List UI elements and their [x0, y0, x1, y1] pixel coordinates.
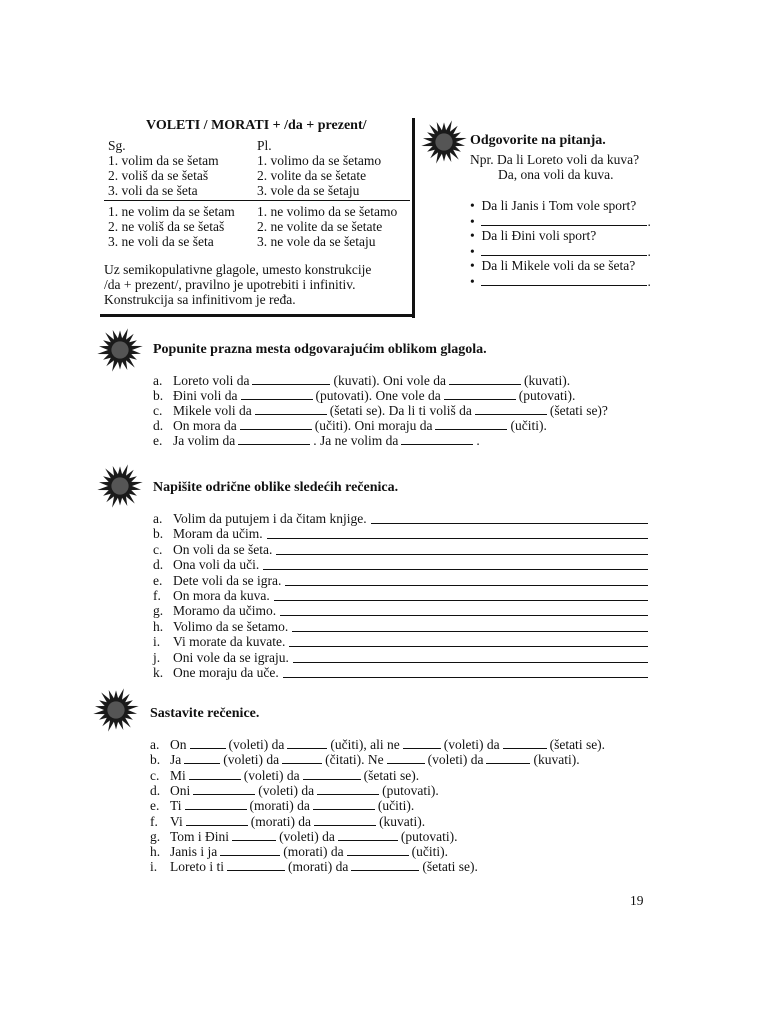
fill-blank[interactable] [435, 417, 507, 430]
item-label: g. [153, 603, 164, 619]
fill-blank[interactable] [351, 858, 419, 871]
fill-blank[interactable] [241, 387, 313, 400]
fill-blank[interactable] [475, 402, 547, 415]
answer-3: • . [470, 274, 651, 289]
item-label: c. [153, 403, 163, 418]
item-label: c. [153, 541, 163, 557]
item-text: (učiti), ali ne [330, 737, 400, 752]
item-text: Mikele voli da [173, 403, 252, 418]
fill-blank[interactable] [252, 372, 330, 385]
aff-pl-2: 2. volite da se šetate [257, 168, 367, 183]
item-label: a. [153, 511, 163, 526]
fill-blank[interactable] [220, 843, 280, 856]
neg-pl-1: 1. ne volimo da se šetamo [257, 204, 398, 219]
fill-blank[interactable] [314, 813, 376, 826]
item-text: One moraju da uče. [173, 665, 279, 680]
aff-sg-3: 3. voli da se šeta [108, 183, 198, 198]
item-text: Vi [170, 813, 183, 829]
grammar-box [100, 110, 414, 315]
grammar-title: VOLETI / MORATI + /da + prezent/ [146, 118, 367, 133]
fill-blank[interactable] [313, 797, 375, 810]
fill-blank[interactable] [401, 432, 473, 445]
example-answer: Da, ona voli da kuva. [498, 167, 614, 182]
item-text: (putovati). [518, 388, 576, 403]
item-label: a. [150, 737, 160, 752]
fill-blank[interactable] [387, 751, 425, 764]
grammar-box-right-border [412, 118, 415, 318]
fill-blank[interactable] [503, 736, 547, 749]
answer-line[interactable] [263, 557, 648, 570]
fill-blank[interactable] [227, 858, 285, 871]
item-label: i. [153, 634, 161, 650]
item-label: g. [150, 828, 161, 844]
item-text: Đini voli da [173, 388, 238, 403]
exercise-3-item [153, 557, 648, 572]
neg-sg-3: 3. ne voli da se šeta [108, 234, 214, 249]
answer-blank[interactable] [481, 273, 647, 286]
item-text: Vi morate da kuvate. [173, 634, 286, 650]
item-text: (voleti) da [228, 737, 285, 752]
answer-line[interactable] [276, 542, 648, 555]
exercise-4-item [150, 813, 425, 829]
fill-blank[interactable] [486, 751, 530, 764]
fill-blank[interactable] [282, 751, 322, 764]
answer-1: • . [470, 214, 651, 229]
item-text: (čitati). Ne [325, 752, 384, 768]
item-label: e. [150, 798, 160, 814]
answer-line[interactable] [280, 603, 648, 616]
answer-line[interactable] [274, 588, 648, 601]
example-question: Npr. Da li Loreto voli da kuva? [470, 152, 640, 167]
aff-sg-1: 1. volim da se šetam [108, 153, 219, 168]
item-text: (kuvati). [523, 373, 571, 388]
exercise-3-item [153, 511, 648, 526]
exercise-4-list [150, 736, 660, 881]
item-text: . [476, 433, 480, 448]
neg-pl-2: 2. ne volite da se šetate [257, 219, 383, 234]
item-text: (morati) da [250, 813, 312, 829]
item-text: (voleti) da [258, 782, 315, 798]
exercise-3-item [153, 573, 648, 588]
star-burst-icon [96, 326, 144, 374]
item-text: Volimo da se šetamo. [173, 618, 289, 634]
aff-pl-1: 1. volimo da se šetamo [257, 153, 382, 168]
exercise-2-item [153, 387, 575, 403]
item-label: i. [150, 859, 158, 875]
exercise-2-item [153, 402, 608, 418]
item-text: Ja [170, 752, 182, 768]
item-text: Volim da putujem i da čitam knjige. [173, 511, 367, 526]
item-text: (morati) da [283, 844, 344, 860]
item-text: (šetati se). [422, 859, 478, 875]
fill-blank[interactable] [317, 782, 379, 795]
fill-blank[interactable] [240, 417, 312, 430]
item-text: . Ja ne volim da [313, 433, 399, 448]
pl-header: Pl. [257, 138, 272, 153]
answer-line[interactable] [267, 526, 648, 539]
grammar-note-3: Konstrukcija sa infinitivom je ređa. [104, 292, 296, 307]
item-text: Dete voli da se igra. [173, 572, 282, 588]
fill-blank[interactable] [255, 402, 327, 415]
question-2: • Da li Đini voli sport? [470, 228, 597, 243]
item-text: (voleti) da [223, 752, 280, 768]
item-label: e. [153, 433, 163, 448]
item-label: b. [153, 526, 164, 542]
item-label: h. [153, 618, 164, 634]
item-text: Oni [170, 782, 191, 798]
item-label: d. [150, 782, 161, 798]
item-text: (voleti) da [243, 767, 300, 783]
aff-pl-3: 3. vole da se šetaju [257, 183, 360, 198]
item-text: Moramo da učimo. [173, 603, 277, 619]
exercise-3-item [153, 526, 648, 541]
exercise-3-item [153, 665, 648, 680]
item-text: (morati) da [288, 859, 349, 875]
star-burst-icon [92, 686, 140, 734]
question-1: • Da li Janis i Tom vole sport? [470, 198, 637, 213]
question-3: • Da li Mikele voli da se šeta? [470, 258, 636, 273]
item-text: Mi [170, 767, 186, 783]
answer-line[interactable] [285, 573, 648, 586]
item-label: e. [153, 572, 163, 588]
item-text: (putovati). One vole da [315, 388, 441, 403]
item-text: (voleti) da [279, 828, 335, 844]
fill-blank[interactable] [193, 782, 255, 795]
item-text: Ti [170, 798, 182, 814]
item-text: On mora da kuva. [173, 588, 270, 603]
answer-line[interactable] [371, 511, 648, 524]
item-text: (učiti). [510, 418, 547, 433]
answer-line[interactable] [289, 634, 648, 647]
answer-line[interactable] [293, 650, 648, 663]
item-text: (kuvati). Oni vole da [333, 373, 446, 388]
exercise-3-title: Napišite odrične oblike sledećih rečenica. [153, 480, 399, 495]
fill-blank[interactable] [185, 797, 247, 810]
item-label: c. [150, 767, 160, 783]
exercise-1 [470, 130, 670, 300]
item-text: Ona voli da uči. [173, 557, 260, 573]
exercise-3-item [153, 650, 648, 665]
exercise-2-item [153, 432, 480, 448]
exercise-3-list [153, 511, 653, 681]
exercise-4-item [150, 843, 448, 859]
item-label: h. [150, 844, 161, 860]
item-label: d. [153, 557, 164, 573]
exercise-2-item [153, 372, 570, 388]
exercise-3-item [153, 603, 648, 618]
exercise-3-item [153, 542, 648, 557]
fill-blank[interactable] [232, 828, 276, 841]
fill-blank[interactable] [403, 736, 441, 749]
item-text: (kuvati). [533, 752, 580, 768]
item-label: j. [153, 649, 161, 665]
item-text: Tom i Đini [170, 828, 230, 844]
exercise-2-list [153, 372, 653, 452]
fill-blank[interactable] [347, 843, 409, 856]
grammar-divider [104, 200, 410, 201]
fill-blank[interactable] [444, 387, 516, 400]
neg-sg-1: 1. ne volim da se šetam [108, 204, 235, 219]
exercise-4-item [150, 767, 419, 783]
exercise-4-item [150, 751, 580, 767]
sg-header: Sg. [108, 138, 126, 153]
item-label: f. [150, 813, 158, 829]
fill-blank[interactable] [303, 767, 361, 780]
star-burst-icon [420, 118, 468, 166]
item-text: Loreto voli da [173, 373, 250, 388]
item-text: Moram da učim. [173, 526, 263, 542]
exercise-4-item [150, 858, 478, 874]
item-text: (morati) da [249, 798, 310, 814]
item-text: (kuvati). [379, 813, 426, 829]
fill-blank[interactable] [190, 736, 226, 749]
item-text: (putovati). [400, 828, 458, 844]
item-text: (šetati se). Da li ti voliš da [329, 403, 472, 418]
answer-2: • . [470, 244, 651, 259]
exercise-3-item [153, 619, 648, 634]
item-label: b. [153, 388, 164, 403]
exercise-4-item [150, 828, 458, 844]
page-number: 19 [630, 893, 644, 908]
item-text: (učiti). Oni moraju da [314, 418, 433, 433]
exercise-2-item [153, 417, 547, 433]
item-text: On voli da se šeta. [173, 541, 273, 557]
item-label: d. [153, 418, 164, 433]
item-text: (šetati se). [549, 737, 606, 752]
item-text: On mora da [173, 418, 237, 433]
answer-blank[interactable] [481, 213, 647, 226]
item-text: Loreto i ti [170, 859, 224, 875]
item-text: Oni vole da se igraju. [173, 649, 289, 665]
exercise-4-item [150, 797, 414, 813]
fill-blank[interactable] [184, 751, 220, 764]
item-text: On [170, 737, 187, 752]
exercise-4-item [150, 782, 439, 798]
fill-blank[interactable] [186, 813, 248, 826]
fill-blank[interactable] [449, 372, 521, 385]
fill-blank[interactable] [287, 736, 327, 749]
answer-line[interactable] [283, 665, 648, 678]
grammar-box-bottom-border [100, 314, 415, 317]
item-text: (putovati). [382, 782, 439, 798]
aff-sg-2: 2. voliš da se šetaš [108, 168, 209, 183]
answer-blank[interactable] [481, 243, 647, 256]
exercise-1-title: Odgovorite na pitanja. [470, 133, 606, 148]
item-text: (voleti) da [443, 737, 500, 752]
fill-blank[interactable] [238, 432, 310, 445]
fill-blank[interactable] [189, 767, 241, 780]
item-label: a. [153, 373, 163, 388]
item-text: (šetati se)? [549, 403, 608, 418]
item-label: k. [153, 665, 164, 680]
grammar-note-1: Uz semikopulativne glagole, umesto konstrukcije [104, 262, 372, 277]
star-burst-icon [96, 462, 144, 510]
item-text: (učiti). [411, 844, 448, 860]
answer-line[interactable] [292, 619, 648, 632]
neg-sg-2: 2. ne voliš da se šetaš [108, 219, 225, 234]
item-label: b. [150, 752, 161, 768]
neg-pl-3: 3. ne vole da se šetaju [257, 234, 376, 249]
exercise-3-item [153, 634, 648, 649]
exercise-3-item [153, 588, 648, 603]
item-text: (šetati se). [363, 767, 420, 783]
exercise-4-item [150, 736, 605, 752]
exercise-2-title: Popunite prazna mesta odgovarajućim oblikom glagola. [153, 342, 487, 357]
item-text: Ja volim da [173, 433, 236, 448]
item-label: f. [153, 588, 161, 603]
item-text: (voleti) da [427, 752, 484, 768]
fill-blank[interactable] [338, 828, 398, 841]
exercise-4-title: Sastavite rečenice. [150, 706, 260, 721]
item-text: Janis i ja [170, 844, 218, 860]
grammar-note-2: /da + prezent/, pravilno je upotrebiti i infinitiv. [104, 277, 356, 292]
item-text: (učiti). [377, 798, 415, 814]
